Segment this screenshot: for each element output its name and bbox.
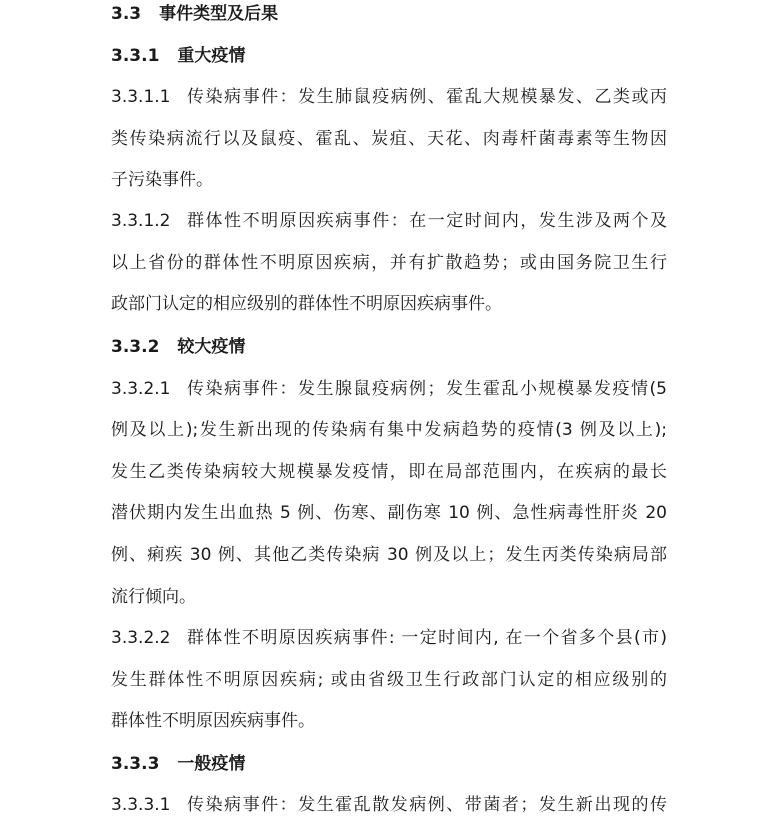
clause-number: 3.3.3.1 (111, 795, 171, 815)
paragraph-line: 3.3.2.2 群体性不明原因疾病事件: 一定时间内, 在一个省多个县(市) (111, 625, 667, 651)
section-title: 事件类型及后果 (159, 4, 279, 24)
subsection-heading (111, 43, 245, 69)
paragraph-line: 3.3.2.1 传染病事件：发生腺鼠疫病例；发生霍乱小规模暴发疫情(5 (111, 376, 667, 402)
subsection-heading (111, 751, 245, 777)
subsection-number: 3.3.2 (111, 337, 160, 357)
subsection-number: 3.3.3 (111, 754, 160, 774)
paragraph-line: 政部门认定的相应级别的群体性不明原因疾病事件。 (111, 294, 502, 314)
clause-number: 3.3.2.1 (111, 379, 171, 399)
section-number: 3.3 (111, 4, 142, 24)
paragraph-line: 3.3.3.1 传染病事件：发生霍乱散发病例、带菌者；发生新出现的传 (111, 792, 667, 818)
paragraph-line: 群体性不明原因疾病事件。 (111, 711, 315, 731)
paragraph-line: 发生群体性不明原因疾病; 或由省级卫生行政部门认定的相应级别的 (111, 670, 667, 690)
paragraph-line: 3.3.1.1 传染病事件：发生肺鼠疫病例、霍乱大规模暴发、乙类或丙 (111, 84, 667, 110)
paragraph-line: 例、痢疾 30 例、其他乙类传染病 30 例及以上；发生丙类传染病局部 (111, 545, 667, 565)
paragraph-line: 3.3.1.2 群体性不明原因疾病事件：在一定时间内，发生涉及两个及 (111, 208, 667, 234)
paragraph-line: 类传染病流行以及鼠疫、霍乱、炭疽、天花、肉毒杆菌毒素等生物因 (111, 129, 667, 149)
paragraph-line: 发生乙类传染病较大规模暴发疫情，即在局部范围内，在疾病的最长 (111, 462, 667, 482)
clause-number: 3.3.1.1 (111, 87, 171, 107)
paragraph-line: 潜伏期内发生出血热 5 例、伤寒、副伤寒 10 例、急性病毒性肝炎 20 (111, 503, 667, 523)
paragraph-line: 例及以上);发生新出现的传染病有集中发病趋势的疫情(3 例及以上); (111, 420, 667, 440)
subsection-title: 一般疫情 (177, 754, 246, 774)
paragraph-line: 以上省份的群体性不明原因疾病，并有扩散趋势；或由国务院卫生行 (111, 253, 667, 273)
subsection-number: 3.3.1 (111, 46, 160, 66)
paragraph-line: 子污染事件。 (111, 170, 213, 190)
clause-number: 3.3.2.2 (111, 628, 171, 648)
clause-number: 3.3.1.2 (111, 211, 171, 231)
subsection-heading (111, 334, 245, 360)
paragraph-line: 流行倾向。 (111, 587, 196, 607)
subsection-title: 重大疫情 (177, 46, 246, 66)
subsection-title: 较大疫情 (177, 337, 246, 357)
section-heading (111, 1, 278, 27)
